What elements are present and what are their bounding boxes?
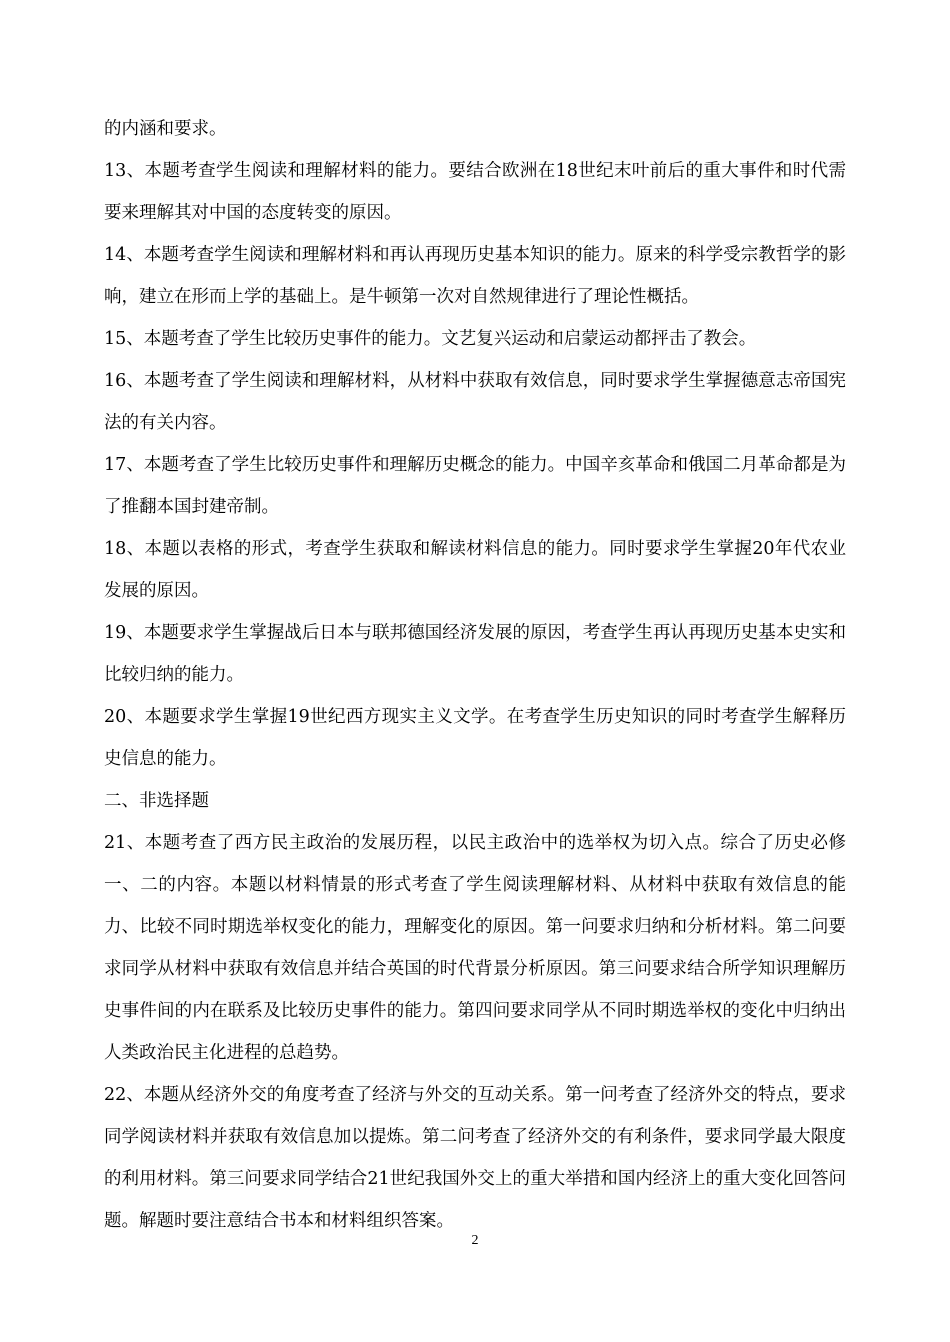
paragraph-item-19: 19、本题要求学生掌握战后日本与联邦德国经济发展的原因，考查学生再认再现历史基本史实和比较归纳的能力。	[104, 623, 846, 685]
section-heading: 二、非选择题	[104, 791, 209, 811]
document-body	[104, 108, 846, 1242]
paragraph-item-17: 17、本题考查了学生比较历史事件和理解历史概念的能力。中国辛亥革命和俄国二月革命都是为了推翻本国封建帝制。	[104, 455, 846, 517]
paragraph-item-18: 18、本题以表格的形式，考查学生获取和解读材料信息的能力。同时要求学生掌握20年代农业发展的原因。	[104, 539, 846, 601]
paragraph-item-22: 22、本题从经济外交的角度考查了经济与外交的互动关系。第一问考查了经济外交的特点，要求同学阅读材料并获取有效信息加以提炼。第二问考查了经济外交的有利条件，要求同学最大限度的利用材料。第三问要求同学结合21世纪我国外交上的重大举措和国内经济上的重大变化回答问题。解题时要注意结合书本和材料组织答案。	[104, 1085, 846, 1231]
paragraph-item-16: 16、本题考查了学生阅读和理解材料，从材料中获取有效信息，同时要求学生掌握德意志帝国宪法的有关内容。	[104, 371, 846, 433]
paragraph-item-13: 13、本题考查学生阅读和理解材料的能力。要结合欧洲在18世纪末叶前后的重大事件和时代需要来理解其对中国的态度转变的原因。	[104, 161, 846, 223]
paragraph-item-15: 15、本题考查了学生比较历史事件的能力。文艺复兴运动和启蒙运动都抨击了教会。	[104, 329, 757, 349]
page-number: 2	[471, 1233, 479, 1248]
paragraph-item-14: 14、本题考查学生阅读和理解材料和再认再现历史基本知识的能力。原来的科学受宗教哲学的影响，建立在形而上学的基础上。是牛顿第一次对自然规律进行了理论性概括。	[104, 245, 846, 307]
paragraph-continuation: 的内涵和要求。	[104, 119, 227, 139]
paragraph-item-20: 20、本题要求学生掌握19世纪西方现实主义文学。在考查学生历史知识的同时考查学生解释历史信息的能力。	[104, 707, 846, 769]
paragraph-item-21: 21、本题考查了西方民主政治的发展历程，以民主政治中的选举权为切入点。综合了历史必修一、二的内容。本题以材料情景的形式考查了学生阅读理解材料、从材料中获取有效信息的能力、比较不同时期选举权变化的能力，理解变化的原因。第一问要求归纳和分析材料。第二问要求同学从材料中获取有效信息并结合英国的时代背景分析原因。第三问要求结合所学知识理解历史事件间的内在联系及比较历史事件的能力。第四问要求同学从不同时期选举权的变化中归纳出人类政治民主化进程的总趋势。	[104, 833, 846, 1063]
